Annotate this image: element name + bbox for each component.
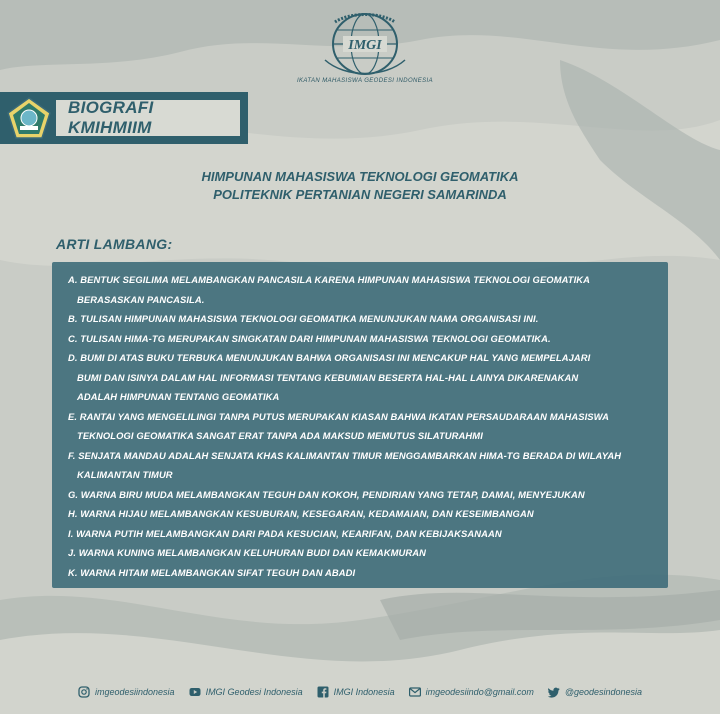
list-item — [68, 524, 658, 544]
instagram-handle: imgeodesiindonesia — [95, 687, 175, 697]
organization-title-line2: POLITEKNIK PERTANIAN NEGERI SAMARINDA — [213, 187, 507, 202]
list-item — [68, 407, 658, 446]
youtube-icon — [189, 686, 201, 698]
list-item-line: D. BUMI DI ATAS BUKU TERBUKA MENUNJUKAN BAHWA ORGANISASI INI MENCAKUP HAL YANG MEMPELAJARI — [68, 352, 591, 363]
list-item-line: B. TULISAN HIMPUNAN MAHASISWA TEKNOLOGI GEOMATIKA MENUNJUKAN NAMA ORGANISASI INI. — [68, 313, 539, 324]
social-email[interactable] — [409, 686, 534, 698]
banner-title: BIOGRAFI KMIHMIIM — [56, 100, 240, 136]
list-item-line: I. WARNA PUTIH MELAMBANGKAN DARI PADA KESUCIAN, KEARIFAN, DAN KEBIJAKSANAAN — [68, 527, 502, 539]
social-footer — [78, 684, 678, 700]
pentagon-emblem-icon — [6, 96, 52, 140]
logo-text: IMGI — [348, 38, 382, 53]
imgi-globe-logo — [305, 8, 425, 80]
youtube-channel: IMGI Geodesi Indonesia — [205, 687, 303, 697]
list-item-line: E. RANTAI YANG MENGELILINGI TANPA PUTUS MERUPAKAN KIASAN BAHWA IKATAN PERSAUDARAAN MAHASISWA — [68, 410, 609, 422]
list-item-line: C. TULISAN HIMA-TG MERUPAKAN SINGKATAN DARI HIMPUNAN MAHASISWA TEKNOLOGI GEOMATIKA. — [68, 332, 551, 344]
list-item — [68, 504, 658, 524]
social-youtube[interactable] — [189, 686, 303, 698]
list-item-line: BUMI DAN ISINYA DALAM HAL INFORMASI TENTANG KEBUMIAN BESERTA HAL-HAL LAINYA DIKARENAKAN — [77, 371, 579, 383]
list-item-line: H. WARNA HIJAU MELAMBANGKAN KESUBURAN, KESEGARAN, KEDAMAIAN, DAN KESEIMBANGAN — [68, 508, 534, 519]
list-item — [68, 485, 658, 505]
symbol-meaning-list — [52, 262, 668, 588]
list-item-line: BERASASKAN PANCASILA. — [77, 293, 205, 305]
instagram-icon — [78, 686, 90, 698]
twitter-handle: @geodesindonesia — [564, 687, 643, 697]
organization-title-line1: HIMPUNAN MAHASISWA TEKNOLOGI GEOMATIKA — [201, 169, 519, 184]
social-instagram[interactable] — [78, 686, 175, 698]
social-twitter[interactable] — [548, 686, 642, 698]
list-item-line: A. BENTUK SEGILIMA MELAMBANGKAN PANCASILA KARENA HIMPUNAN MAHASISWA TEKNOLOGI GEOMATIKA — [68, 274, 591, 285]
list-item — [68, 270, 658, 309]
list-item — [68, 348, 658, 407]
organization-title — [60, 168, 660, 204]
list-item-line: KALIMANTAN TIMUR — [77, 469, 173, 480]
facebook-icon — [317, 686, 329, 698]
list-item-line: G. WARNA BIRU MUDA MELAMBANGKAN TEGUH DAN KOKOH, PENDIRIAN YANG TETAP, DAMAI, MENYEJUKAN — [68, 488, 585, 500]
list-item — [68, 309, 658, 329]
list-item — [68, 329, 658, 349]
facebook-page: IMGI Indonesia — [333, 687, 395, 697]
mail-icon — [409, 686, 421, 698]
list-item-line: K. WARNA HITAM MELAMBANGKAN SIFAT TEGUH DAN ABADI — [68, 566, 356, 578]
list-item — [68, 446, 658, 485]
twitter-icon — [548, 686, 560, 698]
list-item — [68, 543, 658, 563]
logo-caption: IKATAN MAHASISWA GEODESI INDONESIA — [296, 78, 434, 84]
list-item-line: TEKNOLOGI GEOMATIKA SANGAT ERAT TANPA ADA MAKSUD MEMUTUS SILATURAHMI — [77, 430, 483, 441]
list-item-line: F. SENJATA MANDAU ADALAH SENJATA KHAS KALIMANTAN TIMUR MENGGAMBARKAN HIMA-TG BERADA DI WILAYAH — [68, 449, 622, 461]
list-item — [68, 563, 658, 583]
email-address: imgeodesiindo@gmail.com — [425, 687, 534, 697]
list-item-line: J. WARNA KUNING MELAMBANGKAN KELUHURAN BUDI DAN KEMAKMURAN — [68, 547, 427, 558]
social-facebook[interactable] — [317, 686, 395, 698]
list-item-line: ADALAH HIMPUNAN TENTANG GEOMATIKA — [77, 391, 280, 402]
section-heading: ARTI LAMBANG: — [56, 236, 173, 252]
